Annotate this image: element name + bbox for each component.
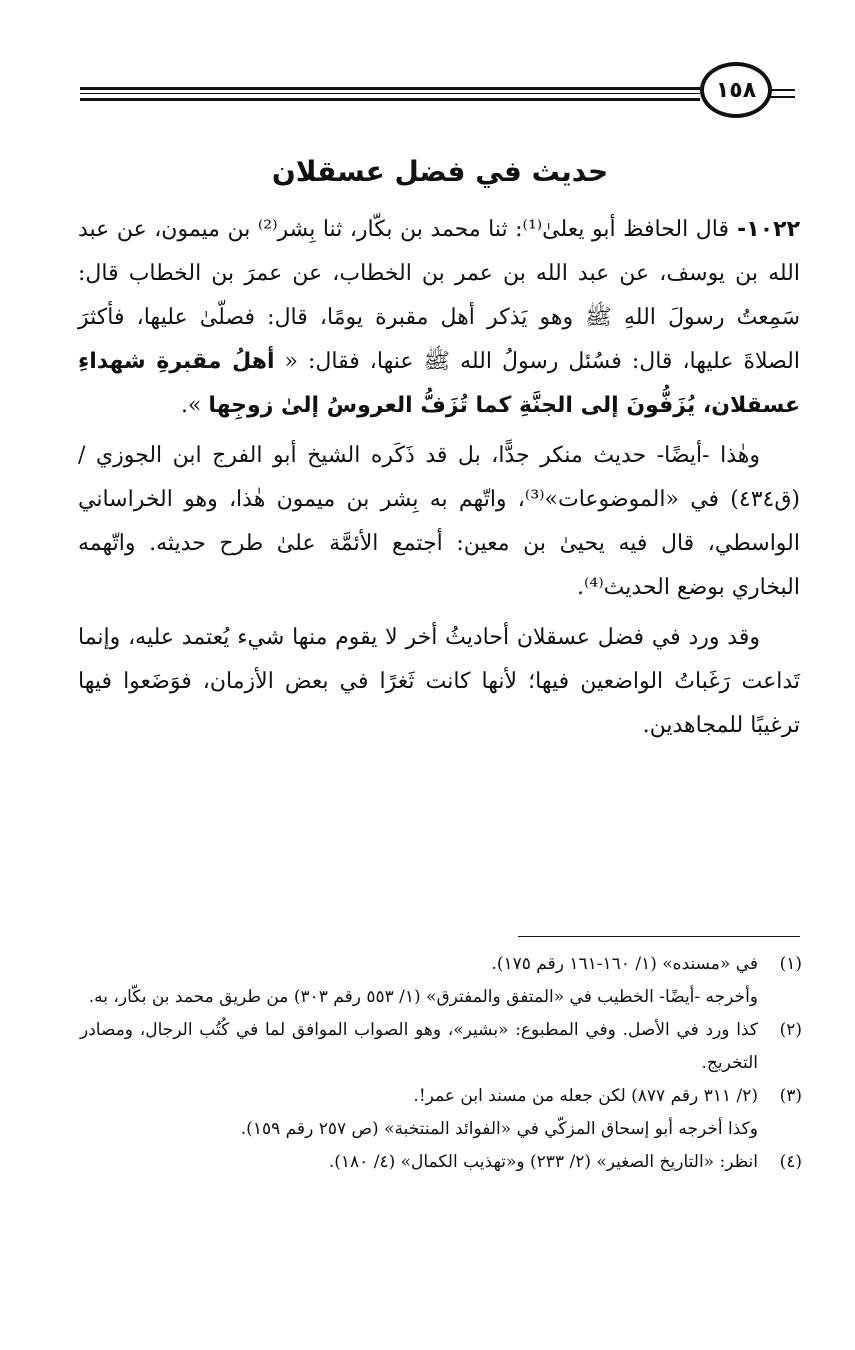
footnote-number: (٢) bbox=[779, 1020, 802, 1040]
footnote-number: (٤) bbox=[779, 1152, 802, 1172]
page-header bbox=[80, 62, 800, 122]
footnote-item bbox=[80, 1014, 802, 1080]
footnote-separator bbox=[518, 936, 800, 937]
header-rule bbox=[80, 98, 700, 101]
paragraph-text: قال الحافظ أبو يعلىٰ⁽¹⁾: ثنا محمد بن بكّار، ثنا بِشر⁽²⁾ بن ميمون، عن عبد الله بن يوسف، عن عبد الله بن عمر بن الخطاب، عن عمرَ بن الخطاب قال: سَمِعتُ رسولَ اللهِ ﷺ وهو يَذكر أهل مقبرة يومًا، قال: فصلّىٰ عليها، فأكثرَ الصلاةَ عليها، قال: فسُئل رسولُ الله ﷺ عنها، فقال: « bbox=[78, 217, 800, 374]
footnote-item bbox=[80, 1146, 802, 1179]
footnote-line: كذا ورد في الأصل. وفي المطبوع: «بشير»، وهو الصواب الموافق لما في كُتُب الرجال، ومصادر التخريج. bbox=[80, 1020, 758, 1073]
footnote-line: (٢/ ٣١١ رقم ٨٧٧) لكن جعله من مسند ابن عمر!. bbox=[413, 1086, 758, 1106]
footnote-line: انظر: «التاريخ الصغير» (٢/ ٢٣٣) و«تهذيب الكمال» (٤/ ١٨٠). bbox=[328, 1152, 758, 1172]
footnote-line: في «مسنده» (١/ ١٦٠-١٦١ رقم ١٧٥). bbox=[491, 954, 758, 974]
page-number: ١٥٨ bbox=[700, 62, 772, 118]
footnote-body bbox=[80, 1146, 758, 1179]
footnote-body bbox=[80, 1080, 758, 1146]
paragraph-hadith bbox=[78, 208, 800, 428]
footnote-body bbox=[80, 1014, 758, 1080]
header-rule bbox=[770, 96, 795, 98]
main-text bbox=[78, 208, 800, 754]
hadith-number: ١٠٢٢- bbox=[728, 217, 800, 242]
header-rule bbox=[80, 87, 700, 90]
hadith-quote: أهلُ مقبرةِ شهداءِ عسقلان، يُزَفُّونَ إلى الجنَّةِ كما تُزَفُّ العروسُ إلىٰ زوجِها bbox=[78, 349, 800, 418]
header-rule bbox=[80, 93, 700, 94]
footnote-body bbox=[80, 948, 758, 1014]
footnote-item bbox=[80, 1080, 802, 1146]
paragraph-commentary: وهٰذا -أيضًا- حديث منكر جدًّا، بل قد ذَكَره الشيخ أبو الفرج ابن الجوزي / (ق٤٣٤) في «الموضوعات»⁽³⁾، واتّهم به بِشر بن ميمون هٰذا، وهو الخراساني الواسطي، قال فيه يحيىٰ بن معين: أجتمع الأئمَّة علىٰ طرح حديثه. واتّهمه البخاري بوضع الحديث⁽⁴⁾. bbox=[78, 443, 800, 600]
section-title: حديث في فضل عسقلان bbox=[271, 155, 609, 188]
footnotes bbox=[80, 948, 802, 1179]
header-rule bbox=[770, 89, 795, 91]
paragraph-conclusion: وقد ورد في فضل عسقلان أحاديثُ أخر لا يقوم منها شيء يُعتمد عليه، وإنما تَداعت رَغَباتُ الواضعين فيها؛ لأنها كانت ثَغرًا في بعض الأزمان، فوَضَعوا فيها ترغيبًا للمجاهدين. bbox=[78, 625, 800, 738]
footnote-number: (١) bbox=[779, 954, 802, 974]
footnote-item bbox=[80, 948, 802, 1014]
footnote-number: (٣) bbox=[779, 1086, 802, 1106]
paragraph-text: ». bbox=[180, 393, 209, 418]
footnote-line: وكذا أخرجه أبو إسحاق المزكّي في «الفوائد المنتخبة» (ص ٢٥٧ رقم ١٥٩). bbox=[240, 1119, 758, 1139]
footnote-line: وأخرجه -أيضًا- الخطيب في «المتفق والمفترق» (١/ ٥٥٣ رقم ٣٠٣) من طريق محمد بن بكّار، به. bbox=[88, 987, 758, 1007]
